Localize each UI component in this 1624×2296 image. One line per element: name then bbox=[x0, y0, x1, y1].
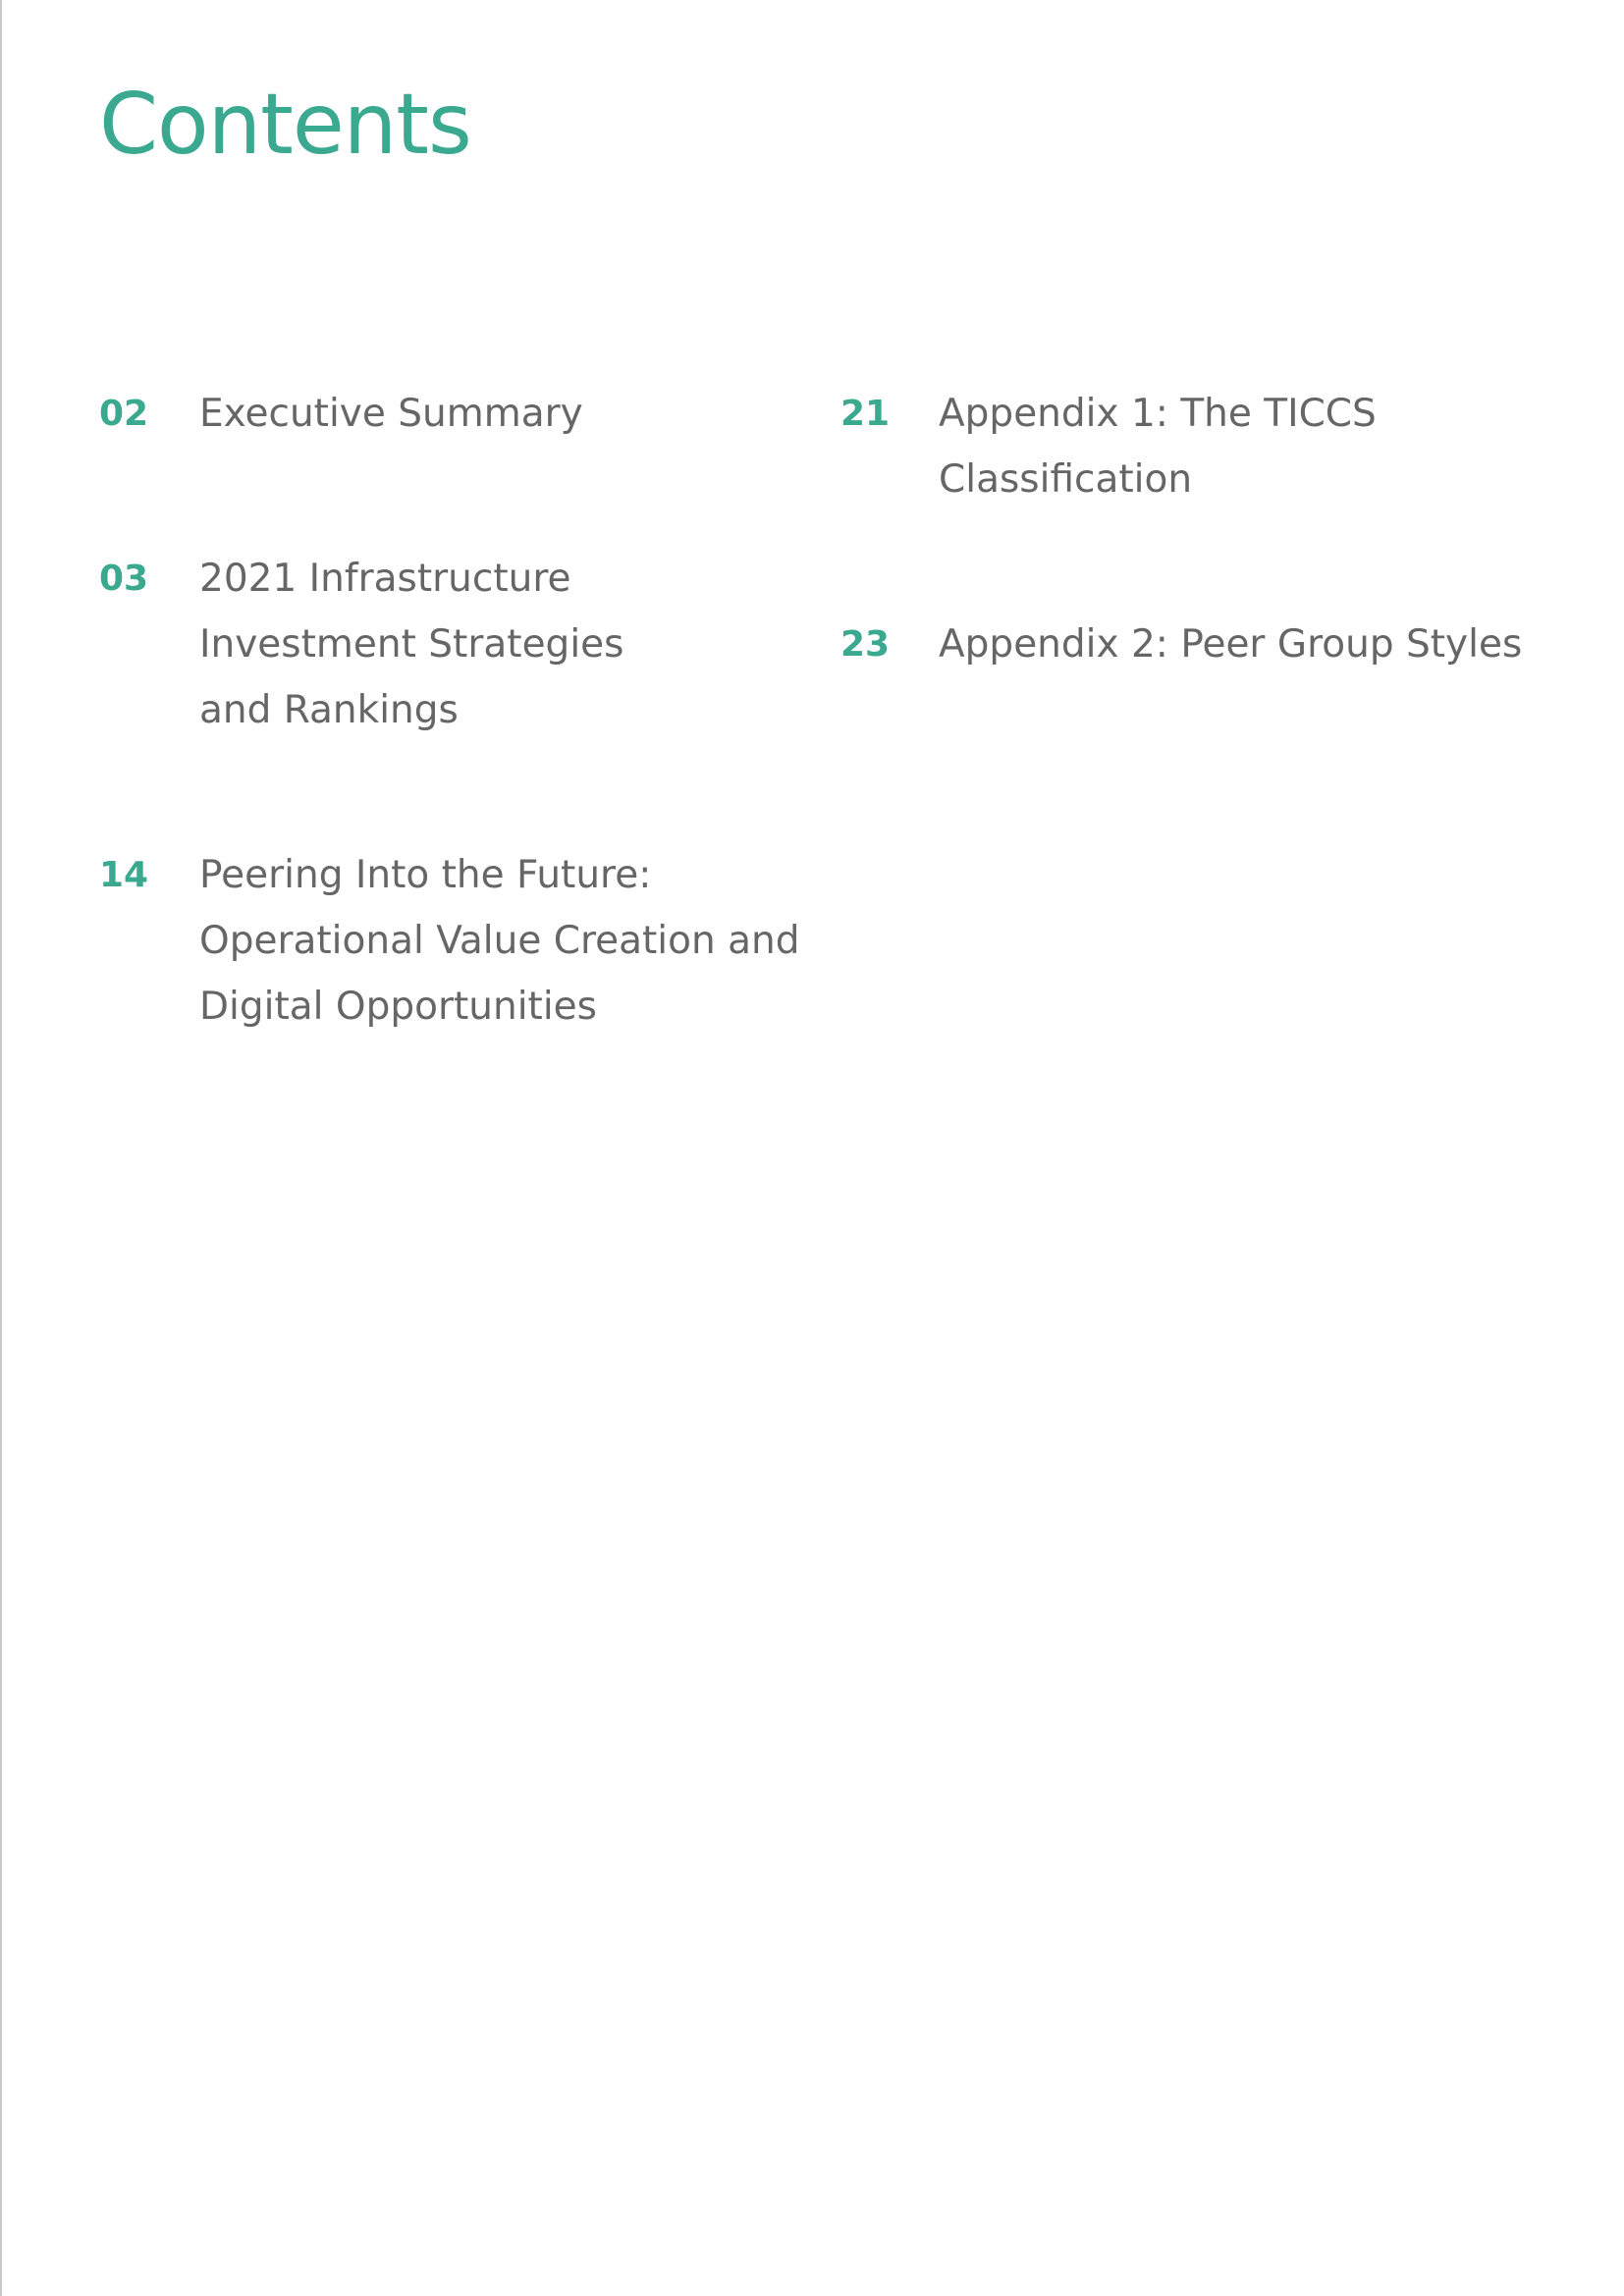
toc-entry-title bbox=[199, 546, 623, 743]
toc-page-number: 23 bbox=[840, 624, 891, 665]
toc-title-line: Peering Into the Future: bbox=[199, 853, 652, 897]
toc-entry-title bbox=[939, 612, 1522, 677]
toc-title-line: and Rankings bbox=[199, 688, 459, 732]
page-title: Contents bbox=[99, 76, 471, 174]
toc-title-line: Executive Summary bbox=[199, 392, 583, 436]
toc-page-number: 14 bbox=[99, 855, 149, 895]
toc-page-number: 03 bbox=[99, 559, 149, 599]
toc-title-line: 2021 Infrastructure bbox=[199, 557, 571, 601]
toc-title-line: Operational Value Creation and bbox=[199, 919, 800, 963]
toc-title-line: Investment Strategies bbox=[199, 622, 624, 667]
toc-entry-title bbox=[199, 381, 583, 447]
toc-title-line: Digital Opportunities bbox=[199, 985, 597, 1029]
toc-title-line: Classification bbox=[939, 457, 1193, 502]
toc-title-line: Appendix 2: Peer Group Styles bbox=[939, 622, 1523, 667]
toc-entry-title bbox=[939, 381, 1377, 512]
toc-title-line: Appendix 1: The TICCS bbox=[939, 392, 1377, 436]
toc-entry-title bbox=[199, 842, 800, 1040]
toc-page-number: 02 bbox=[99, 394, 149, 434]
page-edge-rule bbox=[0, 0, 2, 2296]
toc-page-number: 21 bbox=[840, 394, 891, 434]
